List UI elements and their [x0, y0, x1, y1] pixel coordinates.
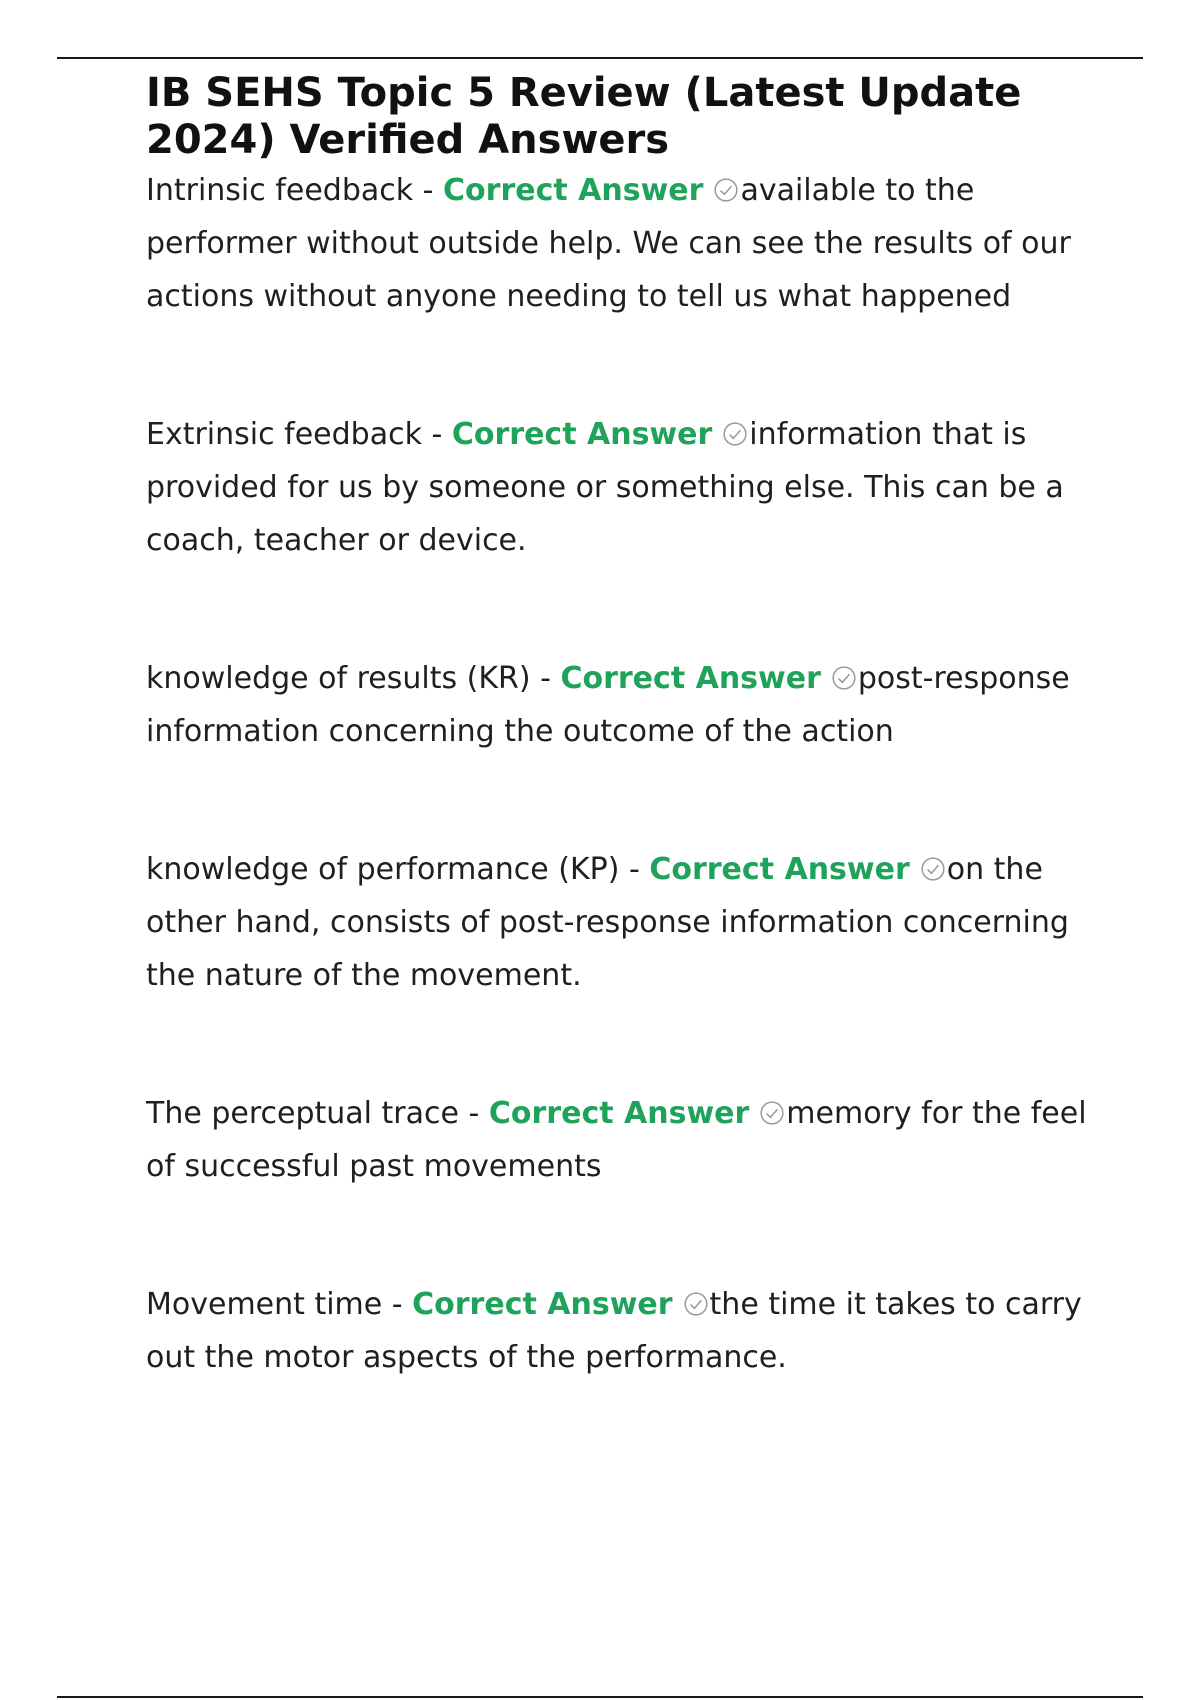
- check-circle-icon: [759, 1100, 785, 1126]
- document-body: [146, 70, 1106, 1384]
- qa-item: [146, 843, 1106, 1002]
- correct-answer-label: Correct Answer: [412, 1287, 673, 1322]
- answer-text: on the other hand, consists of post-response information concerning the nature of the movement.: [146, 852, 1069, 993]
- answer-text: memory for the feel of successful past movements: [146, 1096, 1087, 1184]
- check-circle-icon: [722, 421, 748, 447]
- qa-item: [146, 652, 1106, 758]
- term: Extrinsic feedback -: [146, 417, 452, 452]
- qa-item: [146, 408, 1106, 567]
- check-circle-icon: [683, 1291, 709, 1317]
- answer-text: the time it takes to carry out the motor aspects of the performance.: [146, 1287, 1082, 1375]
- correct-answer-label: Correct Answer: [488, 1096, 750, 1131]
- correct-answer-label: Correct Answer: [443, 173, 704, 208]
- bottom-rule: [57, 1696, 1143, 1698]
- correct-answer-label: Correct Answer: [560, 661, 821, 696]
- term: Intrinsic feedback -: [146, 173, 444, 208]
- top-rule: [57, 57, 1143, 59]
- term: Movement time -: [146, 1287, 413, 1322]
- term: knowledge of performance (KP) -: [146, 852, 650, 887]
- document-title: IB SEHS Topic 5 Review (Latest Update 2024) Verified Answers: [146, 70, 1022, 163]
- qa-item: [146, 1278, 1106, 1384]
- check-circle-icon: [713, 177, 739, 203]
- qa-item: [146, 1087, 1106, 1193]
- check-circle-icon: [831, 665, 857, 691]
- answer-text: information that is provided for us by someone or something else. This can be a coach, teacher or device.: [146, 417, 1064, 558]
- term: knowledge of results (KR) -: [146, 661, 561, 696]
- correct-answer-label: Correct Answer: [649, 852, 910, 887]
- correct-answer-label: Correct Answer: [451, 417, 713, 452]
- qa-item: [146, 164, 1106, 323]
- answer-text: available to the performer without outside help. We can see the results of our actions without anyone needing to tell us what happened: [146, 173, 1071, 314]
- check-circle-icon: [920, 856, 946, 882]
- term: The perceptual trace -: [146, 1096, 489, 1131]
- answer-text: post-response information concerning the outcome of the action: [146, 661, 1070, 749]
